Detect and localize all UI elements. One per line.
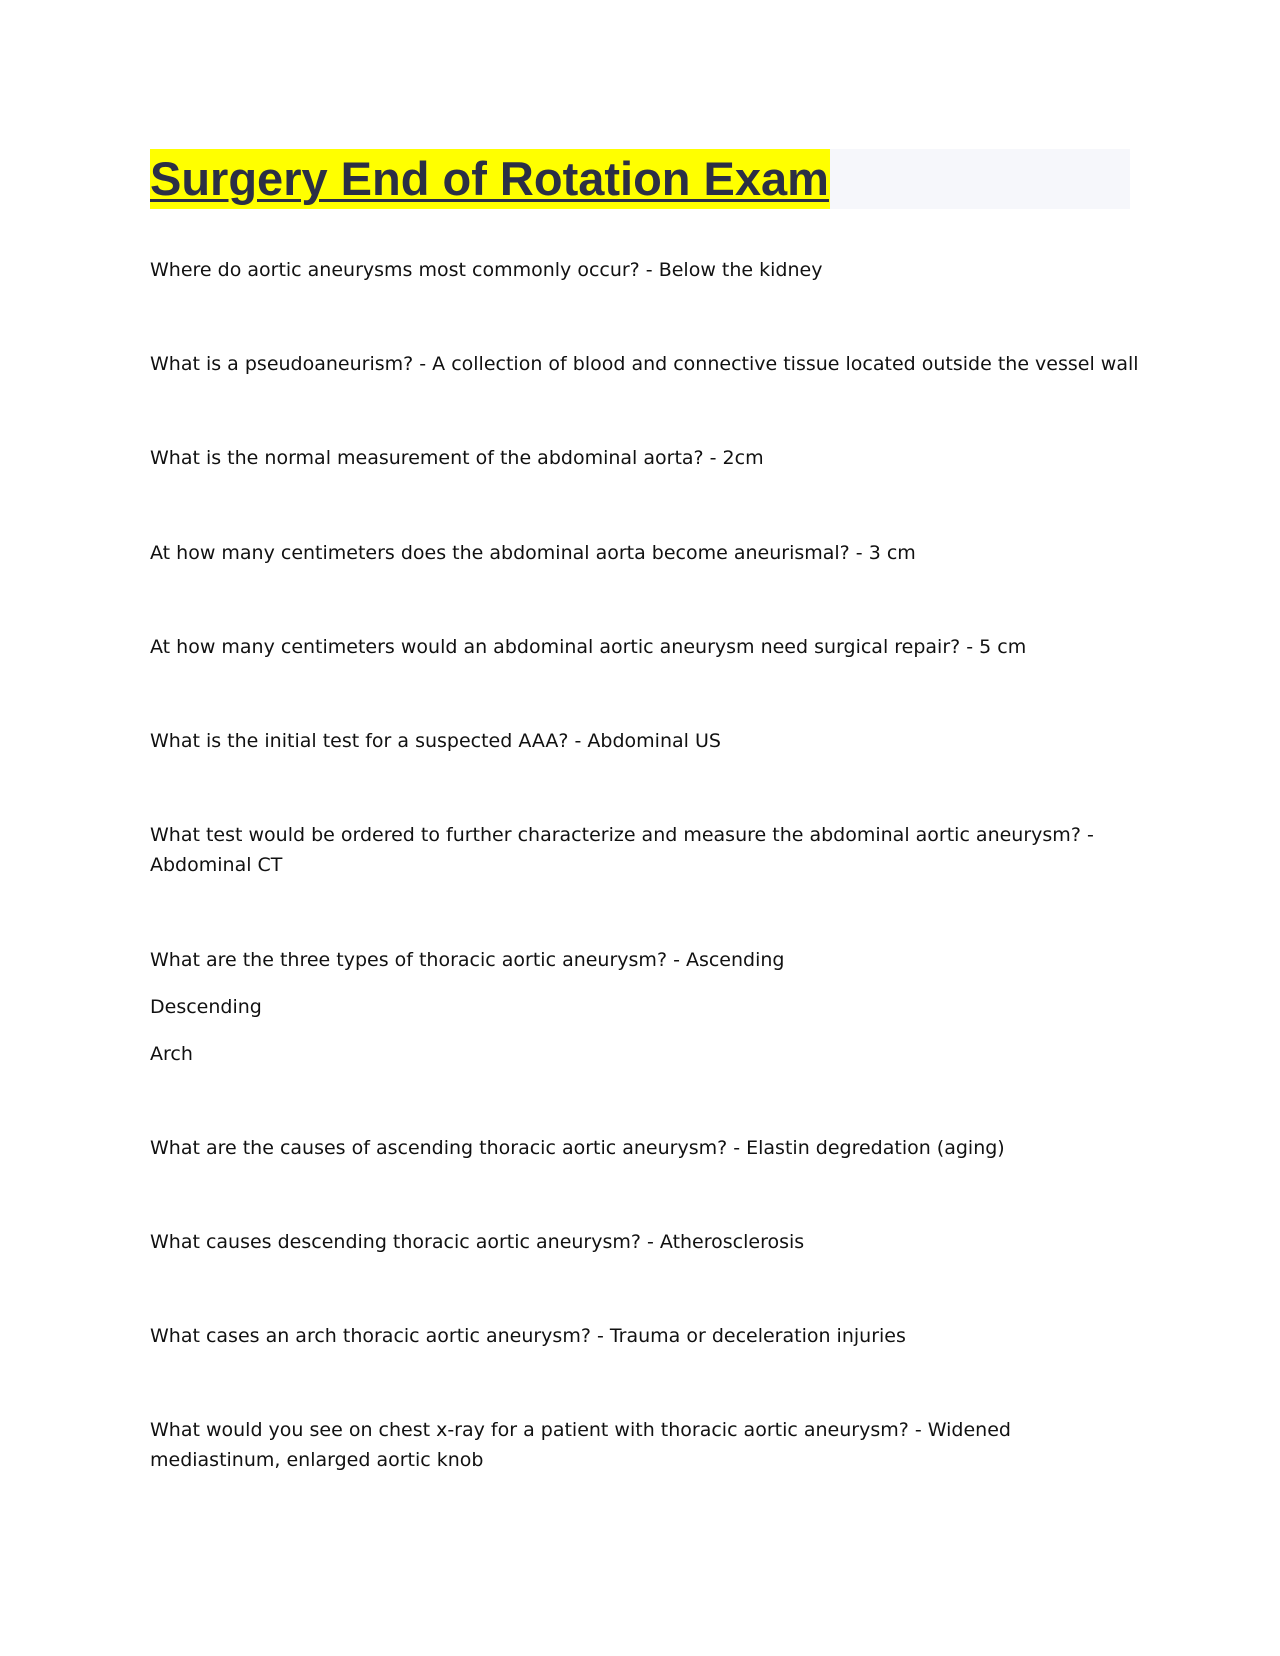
document-title: Surgery End of Rotation Exam	[150, 149, 830, 209]
qa-item-continuation: Arch	[150, 1043, 193, 1065]
qa-item: What are the three types of thoracic aortic aneurysm? - Ascending	[150, 949, 785, 971]
title-band	[150, 149, 1130, 209]
qa-item: At how many centimeters does the abdominal aorta become aneurismal? - 3 cm	[150, 542, 916, 564]
qa-item: What test would be ordered to further characterize and measure the abdominal aortic aneurysm? - Abdominal CT	[150, 824, 1094, 876]
qa-item: What is a pseudoaneurism? - A collection of blood and connective tissue located outside the vessel wall	[150, 353, 1139, 375]
qa-item: What would you see on chest x-ray for a patient with thoracic aortic aneurysm? - Widened mediastinum, enlarged aortic knob	[150, 1419, 1011, 1471]
qa-item: What is the normal measurement of the abdominal aorta? - 2cm	[150, 447, 764, 469]
qa-item: At how many centimeters would an abdominal aortic aneurysm need surgical repair? - 5 cm	[150, 636, 1027, 658]
qa-item: What are the causes of ascending thoracic aortic aneurysm? - Elastin degredation (aging)	[150, 1137, 1005, 1159]
qa-item: Where do aortic aneurysms most commonly occur? - Below the kidney	[150, 259, 823, 281]
qa-item-continuation: Descending	[150, 996, 262, 1018]
qa-item: What cases an arch thoracic aortic aneurysm? - Trauma or deceleration injuries	[150, 1325, 906, 1347]
qa-item: What is the initial test for a suspected AAA? - Abdominal US	[150, 730, 721, 752]
qa-item: What causes descending thoracic aortic aneurysm? - Atherosclerosis	[150, 1231, 805, 1253]
